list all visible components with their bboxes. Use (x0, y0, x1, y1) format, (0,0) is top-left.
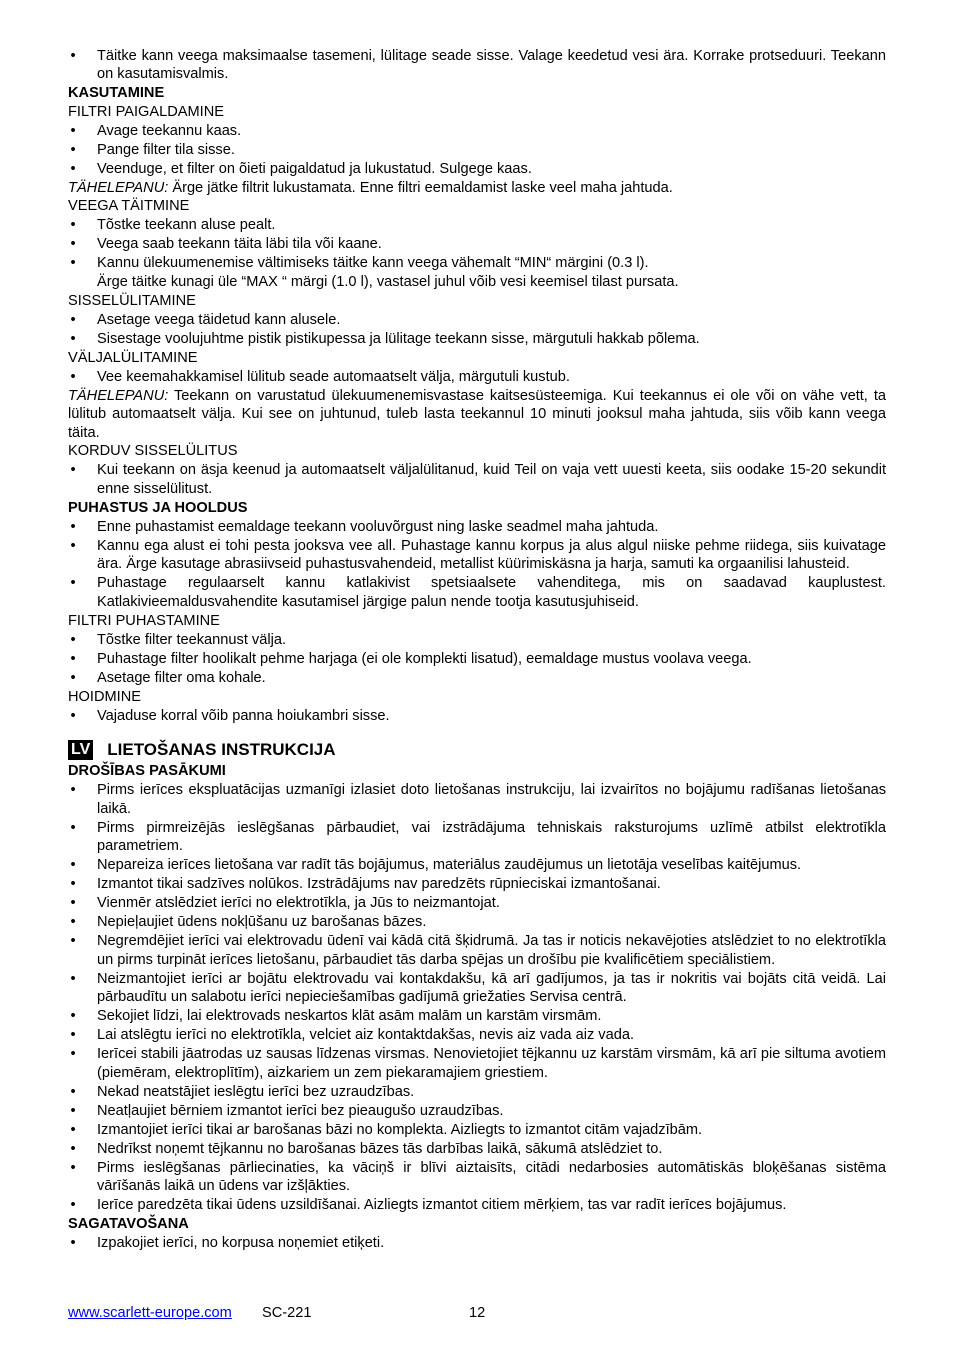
bullet-icon: • (70, 650, 76, 667)
bullet-icon: • (70, 1197, 76, 1213)
list-item-continuation: Ärge täitke kunagi üle “MAX “ märgi (1.0 l), vastasel juhul võib vesi keemisel tilast pursata. (97, 274, 679, 290)
bullet-icon: • (70, 575, 76, 591)
list-item: • Sekojiet līdzi, lai elektrovads neskartos klāt asām malām un karstām virsmām. (68, 1007, 886, 1026)
bullet-icon: • (70, 1102, 76, 1119)
bullet-icon: • (70, 518, 76, 535)
bullet-icon: • (70, 895, 76, 911)
bullet-icon: • (70, 255, 76, 271)
list-item: • Izmantojiet ierīci tikai ar barošanas bāzi no komplekta. Aizliegts to izmantot citām vajadzībām. (68, 1121, 886, 1140)
subsection-heading: VEEGA TÄITMINE (68, 198, 190, 214)
subsection-heading: FILTRI PUHASTAMINE (68, 612, 220, 629)
list-item: • Pirms pirmreizējās ieslēgšanas pārbaudiet, vai izstrādājuma tehniskais raksturojums uzlīmē atbilst elektrotīkla parametriem. (68, 819, 886, 856)
list-item: • Vienmēr atslēdziet ierīci no elektrotīkla, ja Jūs to neizmantojat. (68, 894, 886, 913)
list-item: • Kannu ülekuumenemise vältimiseks täitke kann veega vähemalt “MIN“ märgini (0.3 l). (68, 254, 886, 273)
list-item: • Neizmantojiet ierīci ar bojātu elektrovadu vai kontakdakšu, kā arī gadījumos, ja tas ir nokritis vai bojāts citā veidā. Lai pārbaudītu un salabotu ierīci nepieciešamības gadījumā griežaties Servisa centrā. (68, 970, 886, 1007)
bullet-icon: • (70, 141, 76, 158)
model-number: SC-221 (262, 1305, 312, 1321)
list-item: • Kui teekann on äsja keenud ja automaatselt väljalülitanud, kuid Teil on vaja vett uuesti keeta, siis oodake 15-20 sekundit enne sisselülitust. (68, 461, 886, 498)
bullet-icon: • (70, 876, 76, 892)
bullet-icon: • (70, 1027, 76, 1043)
section-heading: SAGATAVOŠANA (68, 1216, 189, 1232)
bullet-icon: • (70, 330, 76, 347)
subsection-heading: KORDUV SISSELÜLITUS (68, 443, 238, 459)
list-item: • Vee keemahakkamisel lülitub seade automaatselt välja, märgutuli kustub. (68, 368, 886, 387)
list-item: • Pirms ierīces ekspluatācijas uzmanīgi izlasiet doto lietošanas instrukciju, lai izvairītos no bojājumu radīšanas lietošanas laikā. (68, 781, 886, 818)
list-item: • Puhastage regulaarselt kannu katlakivist spetsiaalsete vahenditega, mis on saadavad kauplustest. Katlakivieemaldusvahendite kasutamisel järgige palun nende tootja kasutusjuhiseid. (68, 574, 886, 611)
list-item: • Veega saab teekann täita läbi tila või kaane. (68, 235, 886, 254)
list-item: • Tõstke teekann aluse pealt. (68, 216, 886, 235)
list-item: • Enne puhastamist eemaldage teekann vooluvõrgust ning laske seadmel maha jahtuda. (68, 518, 886, 537)
bullet-icon: • (70, 462, 76, 478)
bullet-icon: • (70, 311, 76, 328)
bullet-icon: • (70, 368, 76, 385)
list-item: • Avage teekannu kaas. (68, 122, 886, 141)
bullet-icon: • (70, 1121, 76, 1138)
bullet-icon: • (70, 47, 76, 64)
list-item: • Tõstke filter teekannust välja. (68, 631, 886, 650)
document-body (68, 46, 886, 1253)
list-item: • Kannu ega alust ei tohi pesta jooksva vee all. Puhastage kannu korpus ja alus algul niiske pehme riidega, siis kuivatage ära. Ärge kasutage abrasiivseid puhastusvahendeid, metallist küürimiskäsna ja harja, samuti ka orgaanilisi lahusteid. (68, 537, 886, 574)
subsection-heading: HOIDMINE (68, 688, 141, 705)
bullet-icon: • (70, 914, 76, 930)
list-item: • Neatļaujiet bērniem izmantot ierīci bez pieaugušo uzraudzības. (68, 1102, 886, 1121)
note (68, 179, 886, 198)
bullet-icon: • (70, 1159, 76, 1176)
page-footer (68, 1304, 886, 1322)
bullet-icon: • (70, 631, 76, 648)
bullet-icon: • (70, 1046, 76, 1062)
website-link[interactable]: www.scarlett-europe.com (68, 1305, 232, 1321)
list-item: • Sisestage voolujuhtme pistik pistikupessa ja lülitage teekann sisse, märgutuli hakkab põlema. (68, 330, 886, 349)
section-heading: KASUTAMINE (68, 85, 165, 101)
list-item: • Täitke kann veega maksimaalse tasemeni, lülitage seade sisse. Valage keedetud vesi ära. Korrake protseduuri. Teekann on kasutamisvalmis. (68, 47, 886, 84)
bullet-icon: • (70, 1083, 76, 1100)
bullet-icon: • (70, 236, 76, 252)
subsection-heading: VÄLJALÜLITAMINE (68, 349, 198, 366)
list-item: • Asetage veega täidetud kann alusele. (68, 311, 886, 330)
list-item: • Ierīce paredzēta tikai ūdens uzsildīšanai. Aizliegts izmantot citiem mērķiem, tas var radīt ierīces bojājumus. (68, 1196, 886, 1215)
bullet-icon: • (70, 217, 76, 233)
subsection-heading: SISSELÜLITAMINE (68, 292, 196, 309)
bullet-icon: • (70, 819, 76, 836)
bullet-icon: • (70, 1140, 76, 1157)
bullet-icon: • (70, 857, 76, 873)
bullet-icon: • (70, 160, 76, 177)
list-item: • Veenduge, et filter on õieti paigaldatud ja lukustatud. Sulgege kaas. (68, 160, 886, 179)
bullet-icon: • (70, 782, 76, 798)
section-heading: DROŠĪBAS PASĀKUMI (68, 763, 226, 779)
list-item: • Nepareiza ierīces lietošana var radīt tās bojājumus, materiālus zaudējumus un lietotāja veselības kaitējumus. (68, 856, 886, 875)
bullet-icon: • (70, 970, 76, 987)
note-text: Teekann on varustatud ülekuumenemisvastase kaitsesüsteemiga. Kui teekannus ei ole või on vähe vett, ta lülitub automaatselt välja. Kui see on juhtunud, tuleb lasta teekannul 10 minuti jooksul maha jahtuda, siis võib kann veega täita. (68, 387, 886, 441)
list-item: • Pirms ieslēgšanas pārliecinaties, ka vāciņš ir blīvi aiztaisīts, citādi nedarbosies automātiskās bloķēšanas sistēma vārīšanās laikā un ūdens var izšļākties. (68, 1159, 886, 1196)
list-item: • Puhastage filter hoolikalt pehme harjaga (ei ole komplekti lisatud), eemaldage mustus voolava veega. (68, 650, 886, 669)
list-item: • Nepieļaujiet ūdens nokļūšanu uz barošanas bāzes. (68, 913, 886, 932)
list-item: • Nedrīkst noņemt tējkannu no barošanas bāzes tās darbības laikā, sākumā atslēdziet to. (68, 1140, 886, 1159)
safety-list (68, 781, 886, 1215)
bullet-icon: • (70, 933, 76, 949)
note-label: TÄHELEPANU: (68, 179, 169, 196)
language-badge: LV (68, 740, 93, 760)
note (68, 387, 886, 443)
section-heading: PUHASTUS JA HOOLDUS (68, 499, 248, 516)
list-item: • Pange filter tila sisse. (68, 141, 886, 160)
language-section-title (68, 738, 886, 762)
bullet-icon: • (70, 669, 76, 686)
list-item: • Izpakojiet ierīci, no korpusa noņemiet etiķeti. (68, 1234, 886, 1253)
bullet-icon: • (70, 1008, 76, 1024)
section-title: LIETOŠANAS INSTRUKCIJA (107, 739, 336, 759)
list-item: • Izmantot tikai sadzīves nolūkos. Izstrādājums nav paredzēts rūpnieciskai izmantošanai. (68, 875, 886, 894)
list-item: • Ierīcei stabili jāatrodas uz sausas līdzenas virsmas. Nenovietojiet tējkannu uz karstām virsmām, kā arī pie siltuma avotiem (piemēram, elektroplītīm), aizkariem un zem piekaramajiem griestiem. (68, 1045, 886, 1082)
bullet-icon: • (70, 707, 76, 724)
list-item: • Asetage filter oma kohale. (68, 669, 886, 688)
bullet-icon: • (70, 1235, 76, 1251)
list-item: • Lai atslēgtu ierīci no elektrotīkla, velciet aiz kontaktdakšas, nevis aiz vada aiz vada. (68, 1026, 886, 1045)
subsection-heading: FILTRI PAIGALDAMINE (68, 103, 224, 120)
bullet-icon: • (70, 122, 76, 139)
page-number: 12 (469, 1305, 486, 1321)
list-item: • Nekad neatstājiet ieslēgtu ierīci bez uzraudzības. (68, 1083, 886, 1102)
list-item: • Negremdējiet ierīci vai elektrovadu ūdenī vai kādā citā šķidrumā. Ja tas ir noticis nekavējoties atslēdziet to no elektrotīkla un pirms turpināt ierīces lietošanu, pārbaudiet tās darba spējas un drošību pie kvalificētiem speciālistiem. (68, 932, 886, 969)
list-item: • Vajaduse korral võib panna hoiukambri sisse. (68, 707, 886, 726)
note-text: Ärge jätke filtrit lukustamata. Enne filtri eemaldamist laske veel maha jahtuda. (168, 179, 673, 196)
note-label: TÄHELEPANU: (68, 387, 169, 404)
bullet-icon: • (70, 537, 76, 554)
